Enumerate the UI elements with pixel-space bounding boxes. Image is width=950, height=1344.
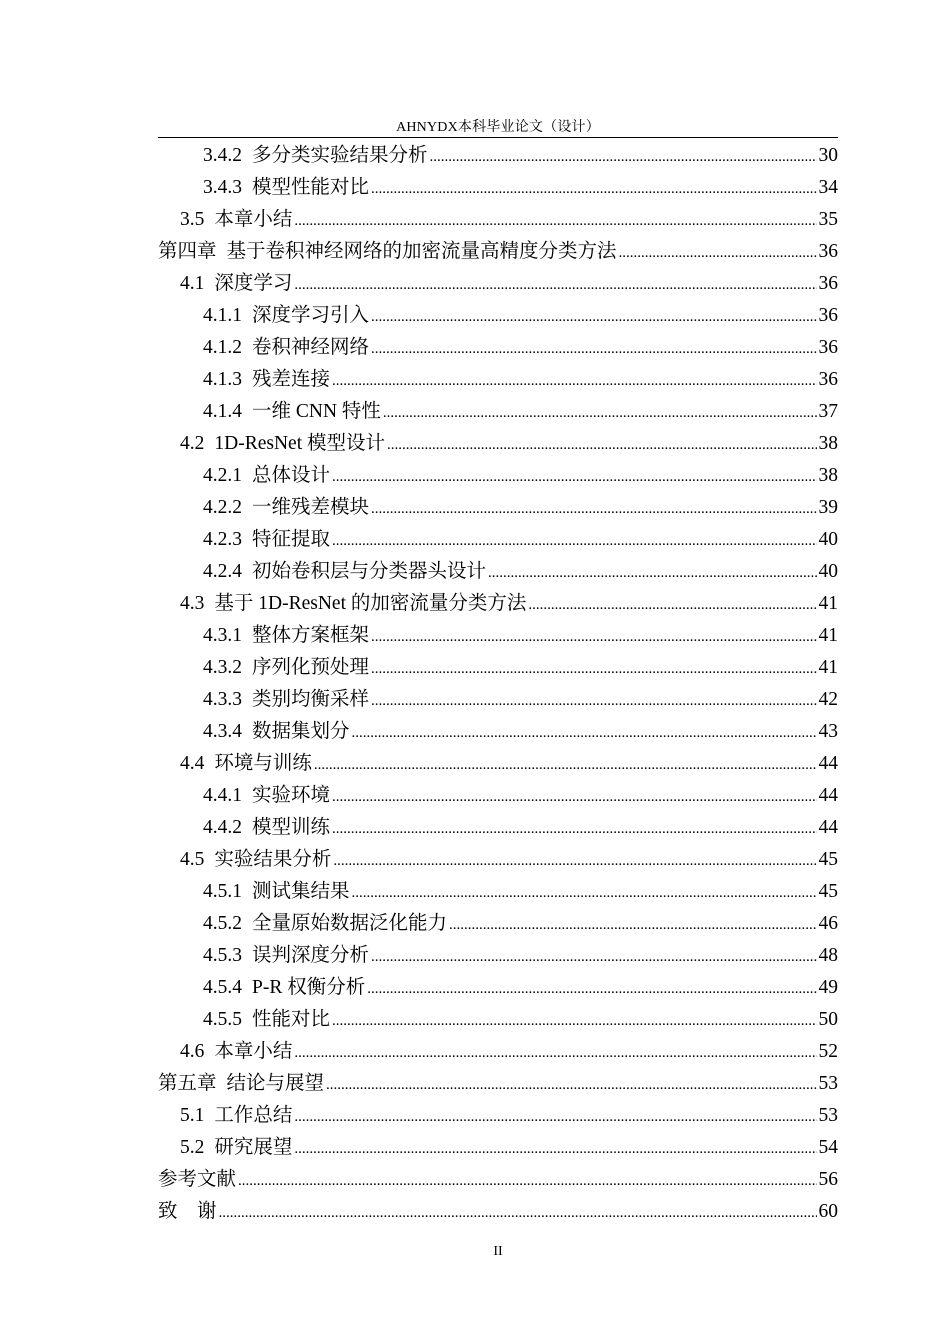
toc-entry-page: 41: [818, 657, 838, 678]
toc-entry-page: 43: [818, 721, 838, 742]
toc-entry-page: 52: [818, 1041, 838, 1062]
toc-entry-number: 3.5: [180, 209, 205, 230]
toc-entry-title: 一维 CNN 特性: [252, 401, 381, 422]
toc-entry-number: 4.1: [180, 273, 205, 294]
toc-entry-title: 序列化预处理: [252, 657, 370, 678]
toc-leader-dots: [430, 140, 817, 173]
toc-entry-title: P-R 权衡分析: [252, 977, 366, 998]
toc-entry-page: 54: [818, 1137, 838, 1158]
toc-entry[interactable]: [158, 588, 838, 620]
toc-leader-dots: [449, 908, 816, 941]
toc-entry-title: 多分类实验结果分析: [252, 145, 428, 166]
toc-entry-number: 5.2: [180, 1137, 205, 1158]
toc-entry-page: 36: [818, 273, 838, 294]
toc-entry[interactable]: [158, 972, 838, 1004]
toc-entry-title: 一维残差模块: [252, 497, 370, 518]
toc-entry-page: 42: [818, 689, 838, 710]
toc-entry-title: 总体设计: [252, 465, 331, 486]
toc-entry-title: 1D-ResNet 模型设计: [214, 433, 385, 454]
toc-entry-page: 36: [818, 369, 838, 390]
toc-entry[interactable]: [158, 268, 838, 300]
toc-entry[interactable]: [158, 300, 838, 332]
page-number: II: [493, 1244, 503, 1259]
toc-entry[interactable]: [158, 204, 838, 236]
toc-entry-number: 4.3.1: [203, 625, 242, 646]
toc-entry-title: 整体方案框架: [252, 625, 370, 646]
toc-entry[interactable]: [158, 812, 838, 844]
toc-entry-number: 4.4: [180, 753, 205, 774]
toc-entry-title: 深度学习引入: [252, 305, 370, 326]
toc-entry[interactable]: [158, 332, 838, 364]
toc-entry[interactable]: [158, 684, 838, 716]
toc-entry-number: 第四章: [158, 241, 217, 262]
toc-entry-title: 基于 1D-ResNet 的加密流量分类方法: [214, 593, 527, 614]
toc-entry-page: 41: [818, 593, 838, 614]
toc-entry-title: 本章小结: [214, 1041, 293, 1062]
toc-entry-number: 4.5: [180, 849, 205, 870]
toc-entry-page: 37: [818, 401, 838, 422]
toc-entry-title: 基于卷积神经网络的加密流量高精度分类方法: [226, 241, 617, 262]
toc-entry-number: 4.5.2: [203, 913, 242, 934]
toc-entry-number: 4.5.5: [203, 1009, 242, 1030]
toc-leader-dots: [371, 684, 816, 717]
toc-entry-number: 3.4.2: [203, 145, 242, 166]
toc-entry-title: 残差连接: [252, 369, 331, 390]
toc-entry-number: 4.2.2: [203, 497, 242, 518]
toc-entry[interactable]: [158, 460, 838, 492]
toc-entry-title: 数据集划分: [252, 721, 350, 742]
toc-entry-page: 36: [818, 305, 838, 326]
toc-entry-title: 深度学习: [214, 273, 293, 294]
toc-entry-number: 4.5.1: [203, 881, 242, 902]
toc-entry-page: 35: [818, 209, 838, 230]
toc-entry[interactable]: [158, 524, 838, 556]
toc-entry-number: 4.1.3: [203, 369, 242, 390]
toc-leader-dots: [371, 300, 816, 333]
toc-entry-page: 49: [818, 977, 838, 998]
toc-entry-page: 44: [818, 817, 838, 838]
toc-leader-dots: [332, 524, 816, 557]
toc-entry-page: 40: [818, 529, 838, 550]
toc-entry-number: 4.3.4: [203, 721, 242, 742]
toc-entry[interactable]: [158, 492, 838, 524]
toc-entry-number: 4.4.1: [203, 785, 242, 806]
toc-entry[interactable]: [158, 716, 838, 748]
toc-leader-dots: [371, 332, 816, 365]
toc-leader-dots: [352, 716, 817, 749]
toc-leader-dots: [619, 236, 817, 269]
toc-entry-number: 4.4.2: [203, 817, 242, 838]
toc-entry-page: 38: [818, 465, 838, 486]
toc-leader-dots: [294, 1036, 816, 1069]
toc-entry-title: 性能对比: [252, 1009, 331, 1030]
table-of-contents: [158, 140, 838, 1228]
toc-entry-page: 45: [818, 881, 838, 902]
toc-entry-title: 实验环境: [252, 785, 331, 806]
toc-leader-dots: [332, 460, 816, 493]
toc-entry-title: 结论与展望: [226, 1073, 325, 1094]
toc-entry[interactable]: [158, 1164, 838, 1196]
toc-leader-dots: [371, 940, 816, 973]
toc-entry[interactable]: [158, 748, 838, 780]
toc-entry[interactable]: [158, 396, 838, 428]
toc-leader-dots: [294, 1100, 816, 1133]
toc-entry[interactable]: [158, 428, 838, 460]
toc-entry-title: 研究展望: [214, 1137, 293, 1158]
toc-entry-page: 30: [818, 145, 838, 166]
toc-leader-dots: [371, 620, 816, 653]
toc-entry-page: 56: [818, 1169, 838, 1190]
toc-entry-number: 4.5.4: [203, 977, 242, 998]
toc-entry-title: 工作总结: [214, 1105, 293, 1126]
toc-entry[interactable]: [158, 1004, 838, 1036]
toc-leader-dots: [332, 364, 816, 397]
toc-entry[interactable]: [158, 620, 838, 652]
toc-entry-page: 45: [818, 849, 838, 870]
toc-entry-title: 致 谢: [158, 1201, 217, 1222]
toc-leader-dots: [371, 492, 816, 525]
toc-entry-number: 4.3: [180, 593, 205, 614]
toc-entry[interactable]: [158, 1036, 838, 1068]
toc-entry-number: 4.2.4: [203, 561, 242, 582]
toc-entry[interactable]: [158, 908, 838, 940]
toc-entry-title: 类别均衡采样: [252, 689, 370, 710]
toc-entry[interactable]: [158, 140, 838, 172]
toc-leader-dots: [333, 844, 816, 877]
toc-entry-number: 5.1: [180, 1105, 205, 1126]
toc-entry-number: 4.2.1: [203, 465, 242, 486]
toc-entry-page: 38: [818, 433, 838, 454]
toc-leader-dots: [383, 396, 817, 429]
toc-entry-page: 48: [818, 945, 838, 966]
toc-entry-number: 4.2: [180, 433, 205, 454]
toc-entry[interactable]: [158, 876, 838, 908]
toc-entry-page: 60: [818, 1201, 838, 1222]
toc-entry-page: 39: [818, 497, 838, 518]
toc-entry-page: 53: [818, 1073, 838, 1094]
toc-leader-dots: [367, 972, 816, 1005]
toc-entry-page: 40: [818, 561, 838, 582]
toc-entry-page: 34: [818, 177, 838, 198]
toc-leader-dots: [332, 780, 816, 813]
toc-entry-number: 4.2.3: [203, 529, 242, 550]
toc-entry-title: 测试集结果: [252, 881, 350, 902]
toc-entry[interactable]: [158, 1068, 838, 1100]
toc-entry[interactable]: [158, 780, 838, 812]
toc-entry-title: 本章小结: [214, 209, 293, 230]
toc-leader-dots: [238, 1164, 816, 1197]
toc-entry-page: 41: [818, 625, 838, 646]
toc-entry-page: 50: [818, 1009, 838, 1030]
toc-leader-dots: [488, 556, 816, 589]
toc-entry[interactable]: [158, 172, 838, 204]
toc-entry-page: 44: [818, 753, 838, 774]
header-rule: [158, 137, 838, 138]
toc-leader-dots: [332, 1004, 816, 1037]
toc-entry-number: 4.5.3: [203, 945, 242, 966]
toc-entry[interactable]: [158, 236, 838, 268]
toc-entry[interactable]: [158, 844, 838, 876]
toc-entry-number: 第五章: [158, 1073, 217, 1094]
toc-entry-title: 模型性能对比: [252, 177, 370, 198]
toc-leader-dots: [294, 1132, 816, 1165]
toc-entry[interactable]: [158, 364, 838, 396]
toc-leader-dots: [387, 428, 817, 461]
toc-leader-dots: [332, 812, 816, 845]
toc-leader-dots: [352, 876, 817, 909]
toc-entry-title: 环境与训练: [214, 753, 312, 774]
toc-entry[interactable]: [158, 556, 838, 588]
toc-entry-number: 3.4.3: [203, 177, 242, 198]
toc-entry[interactable]: [158, 1132, 838, 1164]
toc-leader-dots: [371, 652, 816, 685]
toc-entry-title: 初始卷积层与分类器头设计: [252, 561, 487, 582]
toc-leader-dots: [219, 1196, 817, 1229]
toc-entry[interactable]: [158, 652, 838, 684]
toc-entry-page: 53: [818, 1105, 838, 1126]
toc-entry-page: 36: [818, 337, 838, 358]
toc-entry-title: 模型训练: [252, 817, 331, 838]
toc-entry-title: 实验结果分析: [214, 849, 332, 870]
toc-entry-title: 误判深度分析: [252, 945, 370, 966]
toc-entry-title: 全量原始数据泛化能力: [252, 913, 448, 934]
toc-leader-dots: [528, 588, 816, 621]
toc-entry-number: 4.1.4: [203, 401, 242, 422]
toc-entry-number: 4.1.1: [203, 305, 242, 326]
toc-entry[interactable]: [158, 1100, 838, 1132]
toc-leader-dots: [294, 204, 816, 237]
toc-entry-title: 卷积神经网络: [252, 337, 370, 358]
toc-entry-number: 4.3.3: [203, 689, 242, 710]
toc-entry-number: 4.1.2: [203, 337, 242, 358]
toc-leader-dots: [371, 172, 816, 205]
toc-entry-number: 4.6: [180, 1041, 205, 1062]
toc-entry-page: 36: [818, 241, 838, 262]
toc-entry-title: 参考文献: [158, 1169, 237, 1190]
toc-entry[interactable]: [158, 1196, 838, 1228]
toc-entry[interactable]: [158, 940, 838, 972]
toc-leader-dots: [294, 268, 816, 301]
toc-entry-page: 46: [818, 913, 838, 934]
toc-entry-title: 特征提取: [252, 529, 331, 550]
running-header: AHNYDX本科毕业论文（设计）: [396, 120, 600, 135]
toc-leader-dots: [326, 1068, 816, 1101]
toc-entry-number: 4.3.2: [203, 657, 242, 678]
toc-entry-page: 44: [818, 785, 838, 806]
toc-leader-dots: [314, 748, 817, 781]
